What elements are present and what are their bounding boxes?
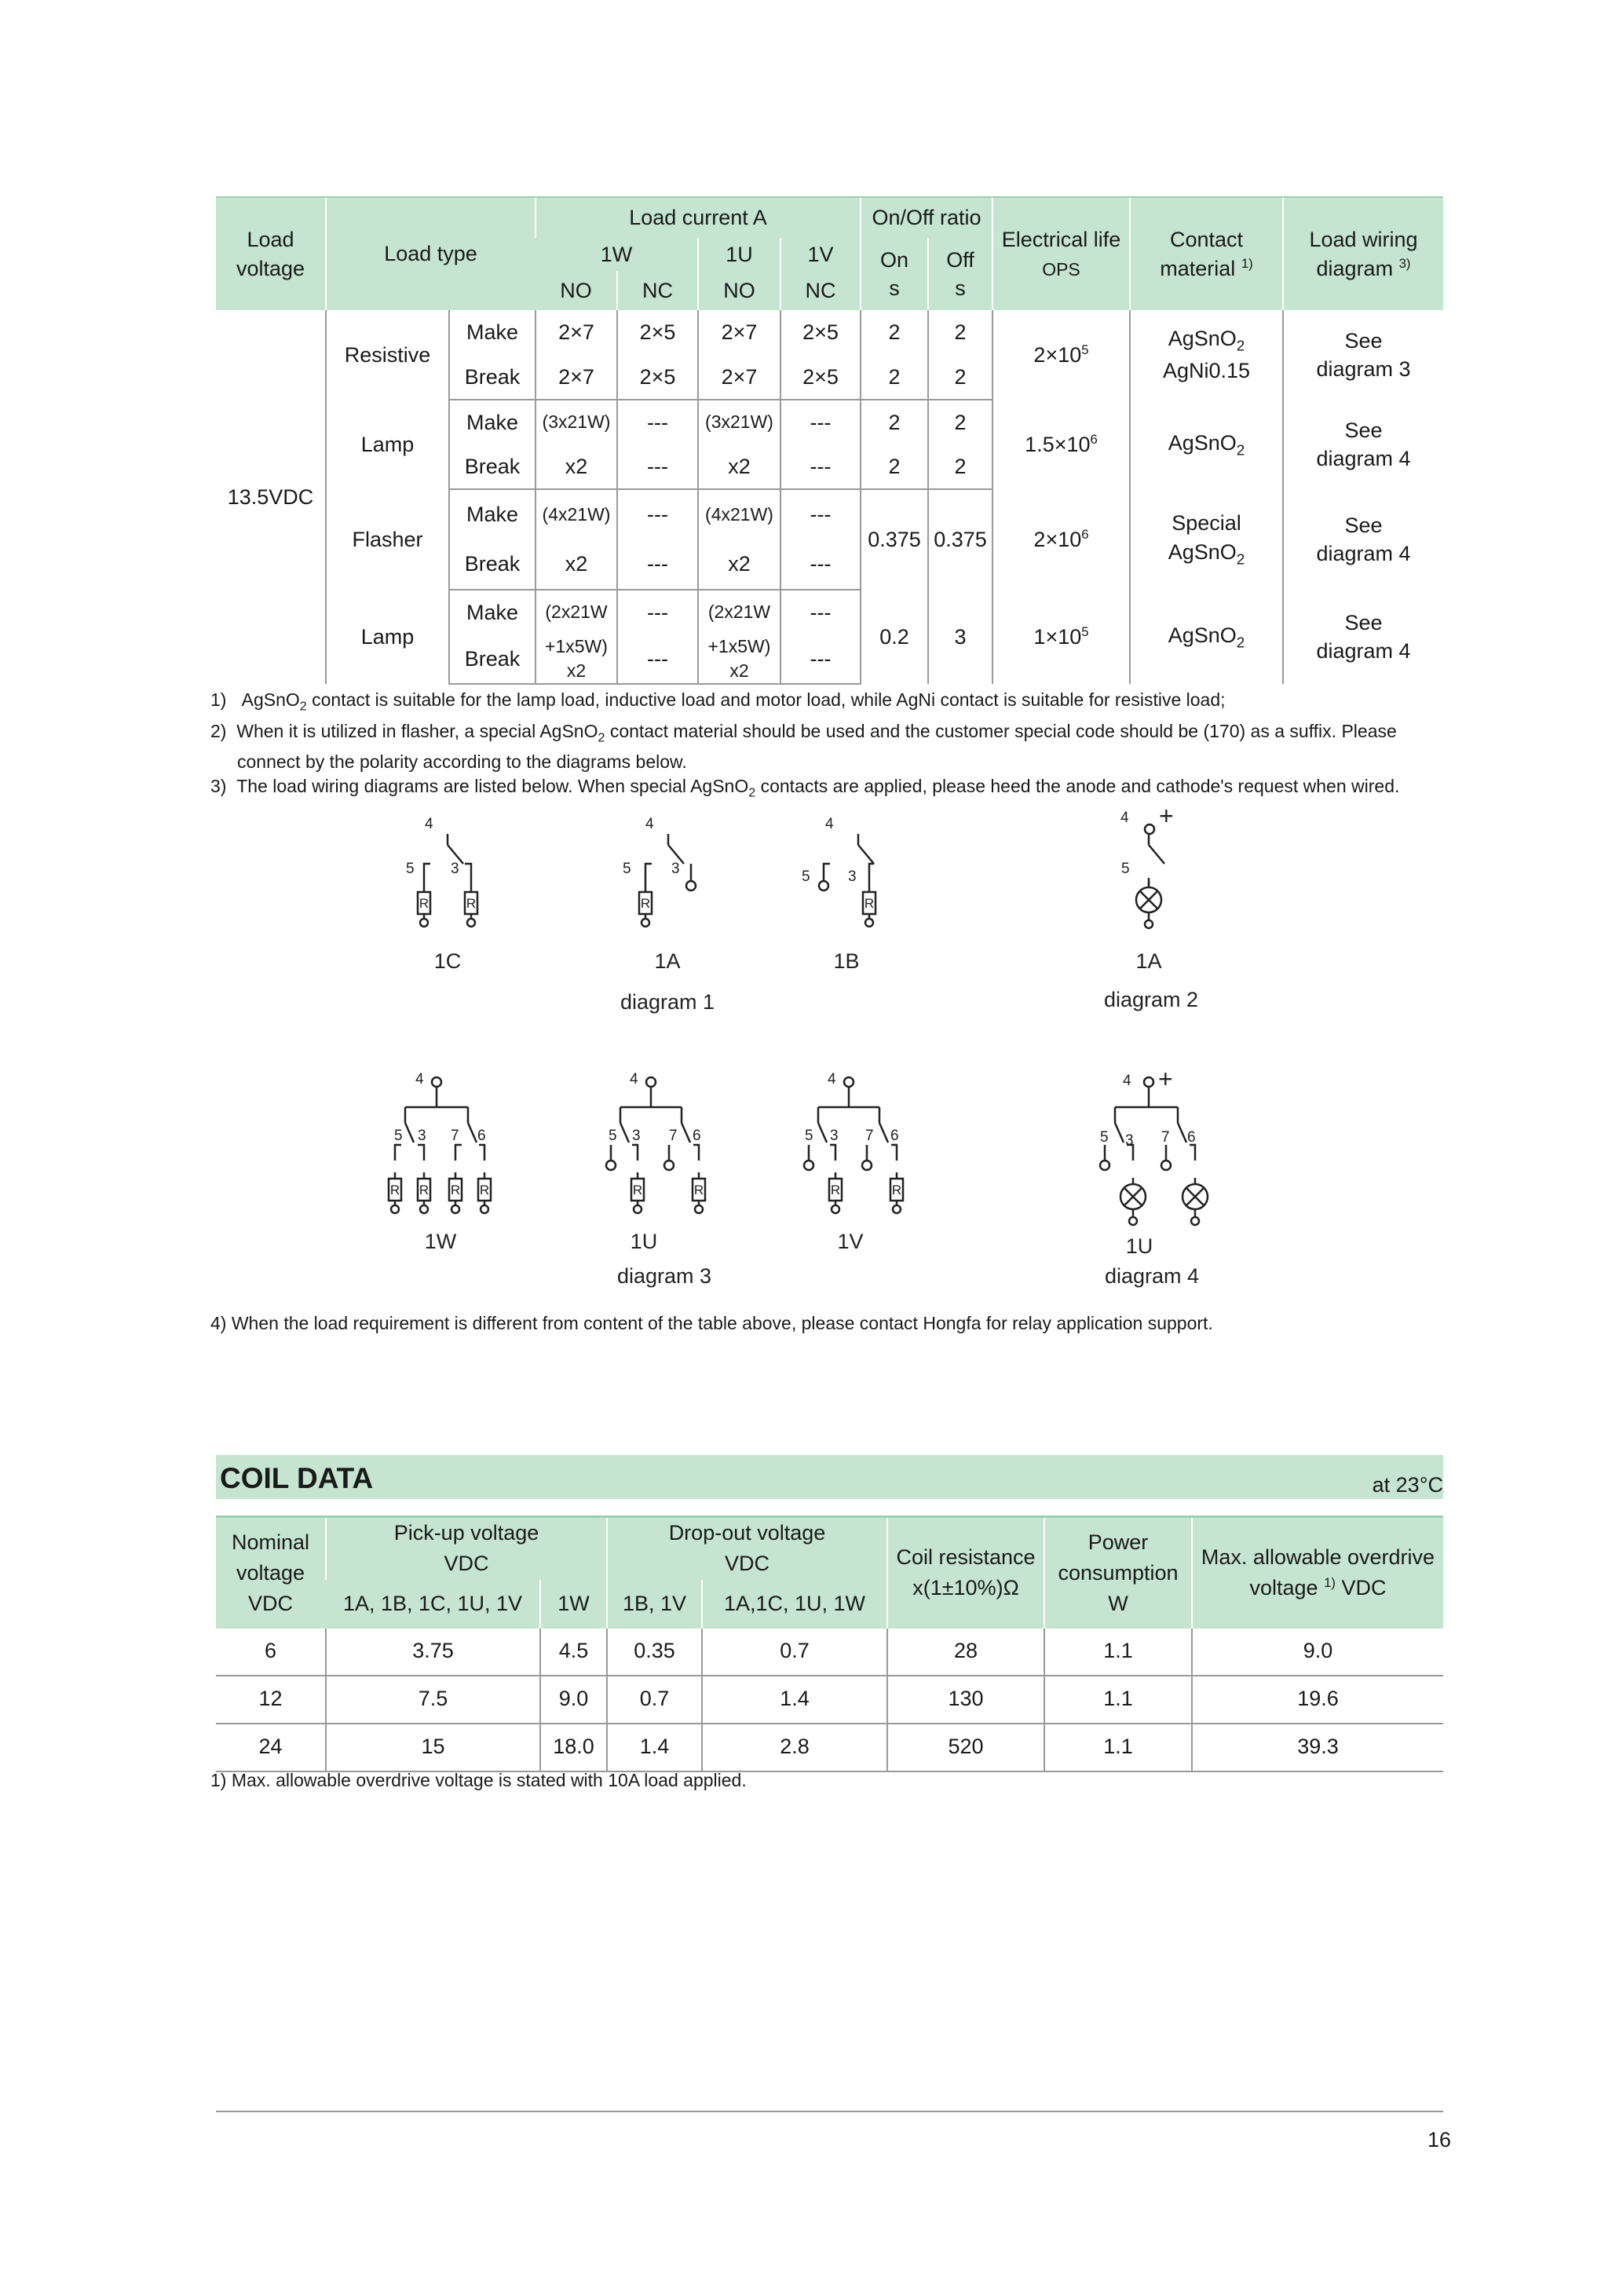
cell: 1.1 (1044, 1724, 1192, 1771)
break-label: Break (449, 634, 536, 684)
cell: --- (617, 400, 698, 444)
svg-text:4: 4 (1123, 1073, 1131, 1089)
cell: 6 (216, 1629, 326, 1676)
table-row (216, 1676, 1443, 1724)
make-label: Make (449, 489, 536, 539)
svg-text:5: 5 (406, 861, 415, 877)
cell: 2×7 (698, 310, 780, 355)
svg-text:R: R (450, 1183, 461, 1197)
header-onoff-ratio: On/Off ratio (861, 197, 992, 238)
cell: x2 (536, 444, 617, 489)
svg-text:7: 7 (669, 1128, 678, 1144)
cell: 2 (861, 310, 928, 355)
cell: 12 (216, 1676, 326, 1724)
load-wiring-cell: See diagram 4 (1283, 489, 1443, 590)
load-wiring-cell: See diagram 3 (1283, 310, 1443, 400)
cell: (3x21W) (536, 400, 617, 444)
diagram-title-4: diagram 4 (1104, 1264, 1200, 1288)
svg-text:6: 6 (1187, 1129, 1196, 1146)
header-dropout-a: 1B, 1V (607, 1580, 702, 1629)
diagram-title-2: diagram 2 (1103, 988, 1199, 1011)
svg-text:R: R (864, 896, 875, 911)
cell: --- (780, 539, 861, 590)
note-4: 4) When the load requirement is different from content of the table above, please contact Hongfa for relay application support. (210, 1313, 1213, 1333)
diagram-label-1w: 1W (424, 1230, 457, 1253)
cell: --- (617, 539, 698, 590)
contact-material-cell: Special AgSnO$_2$ (1130, 489, 1283, 590)
cell: 0.2 (861, 590, 928, 684)
cell: 24 (216, 1724, 326, 1771)
cell: x2 (698, 444, 780, 489)
svg-text:R: R (640, 896, 651, 911)
header-1v: 1V (780, 238, 861, 271)
svg-text:R: R (479, 1183, 490, 1197)
cell: 18.0 (540, 1724, 607, 1771)
note-2-cont: connect by the polarity according to the diagrams below. (237, 751, 687, 773)
cell: 15 (326, 1724, 540, 1771)
coil-data-bar (216, 1455, 1443, 1499)
load-type-lamp: Lamp (326, 400, 449, 489)
svg-text:5: 5 (623, 861, 631, 877)
cell: 2 (861, 444, 928, 489)
cell: 4.5 (540, 1629, 607, 1676)
cell: (2x21W (698, 590, 780, 634)
cell: 0.375 (928, 489, 992, 590)
cell: 2×5 (617, 310, 698, 355)
cell: 2 (928, 355, 992, 400)
make-label: Make (449, 310, 536, 355)
cell: 1.1 (1044, 1629, 1192, 1676)
note-1: 1) AgSnO$_2$ contact is suitable for the lamp load, inductive load and motor load, while AgNi contact is suitable for resistive load; (210, 689, 1226, 714)
svg-text:5: 5 (394, 1128, 403, 1144)
header-load-voltage: Load voltage (216, 197, 326, 310)
cell: --- (780, 444, 861, 489)
diagram-label-1a: 1A (654, 949, 681, 973)
cell: x2 (536, 539, 617, 590)
svg-text:R: R (419, 896, 430, 911)
cell: 39.3 (1192, 1724, 1443, 1771)
cell: 1.1 (1044, 1676, 1192, 1724)
plus-sign-2: + (1158, 1065, 1173, 1093)
break-label: Break (449, 444, 536, 489)
svg-text:R: R (693, 1183, 704, 1197)
svg-text:3: 3 (632, 1128, 641, 1144)
cell: 2×7 (536, 355, 617, 400)
break-label: Break (449, 539, 536, 590)
header-dropout-voltage: Drop-out voltage VDC (607, 1517, 887, 1580)
diagram-label-1u-2: 1U (1125, 1234, 1153, 1258)
diagram-title-3: diagram 3 (616, 1264, 712, 1288)
diagram-label-1u: 1U (630, 1230, 658, 1253)
cell: +1x5W) x2 (536, 634, 617, 684)
header-load-current: Load current A (536, 197, 861, 238)
cell: --- (780, 590, 861, 634)
header-1w-no: NO (536, 271, 617, 310)
svg-text:4: 4 (415, 1071, 424, 1088)
load-wiring-cell: See diagram 4 (1283, 400, 1443, 489)
svg-text:6: 6 (693, 1128, 701, 1144)
header-1u-no: NO (698, 271, 780, 310)
svg-text:3: 3 (451, 861, 459, 877)
cell: (4x21W) (698, 489, 780, 539)
header-1v-nc: NC (780, 271, 861, 310)
header-pickup-voltage: Pick-up voltage VDC (326, 1517, 607, 1580)
coil-table (216, 1515, 1443, 1772)
cell: --- (617, 590, 698, 634)
svg-text:R: R (891, 1183, 902, 1197)
svg-text:3: 3 (418, 1128, 426, 1144)
make-label: Make (449, 590, 536, 634)
note-3: 3) The load wiring diagrams are listed below. When special AgSnO$_2$ contacts are applied, please heed the anode and cathode's request when wired. (210, 776, 1400, 800)
svg-text:5: 5 (805, 1128, 813, 1144)
load-type-resistive: Resistive (326, 310, 449, 400)
svg-text:3: 3 (830, 1128, 839, 1144)
svg-text:4: 4 (828, 1071, 836, 1088)
cell: x2 (698, 539, 780, 590)
svg-text:7: 7 (451, 1128, 459, 1144)
svg-text:5: 5 (1121, 861, 1130, 877)
header-coil-resistance: Coil resistance x(1±10%)Ω (887, 1517, 1044, 1629)
coil-footnote: 1) Max. allowable overdrive voltage is stated with 10A load applied. (210, 1770, 747, 1790)
cell: 2 (928, 444, 992, 489)
svg-text:6: 6 (890, 1128, 899, 1144)
cell: 2 (928, 400, 992, 444)
cell: 2.8 (702, 1724, 887, 1771)
svg-text:4: 4 (425, 816, 433, 832)
table-row (216, 1629, 1443, 1676)
break-label: Break (449, 355, 536, 400)
svg-text:5: 5 (802, 868, 810, 885)
svg-text:R: R (632, 1183, 643, 1197)
header-pickup-b: 1W (540, 1580, 607, 1629)
cell: --- (617, 444, 698, 489)
cell: --- (780, 400, 861, 444)
load-type-lamp-2: Lamp (326, 590, 449, 684)
cell: --- (780, 634, 861, 684)
cell: 2×5 (780, 355, 861, 400)
cell: 2 (928, 310, 992, 355)
cell: 1.4 (702, 1676, 887, 1724)
electrical-life-cell: $1\times 10^5$ (992, 590, 1130, 684)
cell: 2×5 (617, 355, 698, 400)
cell: 0.375 (861, 489, 928, 590)
header-load-type: Load type (326, 197, 536, 310)
cell: 7.5 (326, 1676, 540, 1724)
cell: (3x21W) (698, 400, 780, 444)
cell: 3 (928, 590, 992, 684)
svg-text:6: 6 (477, 1128, 486, 1144)
cell: 19.6 (1192, 1676, 1443, 1724)
footer-rule (216, 2111, 1443, 2112)
header-load-wiring: Load wiring diagram $^{3)}$ (1283, 197, 1443, 310)
cell: 0.7 (607, 1676, 702, 1724)
svg-text:3: 3 (1125, 1132, 1134, 1149)
svg-text:3: 3 (671, 861, 680, 877)
cell: 2×5 (780, 310, 861, 355)
load-type-flasher: Flasher (326, 489, 449, 590)
cell: 2 (861, 355, 928, 400)
electrical-life-cell: $2\times 10^5$ (992, 310, 1130, 400)
load-voltage-cell: 13.5VDC (227, 484, 314, 509)
contact-material-cell: AgSnO$_2$ AgNi0.15 (1130, 310, 1283, 400)
plus-sign: + (1159, 802, 1174, 830)
cell: +1x5W) x2 (698, 634, 780, 684)
cell: 1.4 (607, 1724, 702, 1771)
diagram-label-1c: 1C (433, 949, 462, 973)
cell: 2×7 (698, 355, 780, 400)
header-1u: 1U (698, 238, 780, 271)
cell: (4x21W) (536, 489, 617, 539)
svg-text:4: 4 (825, 816, 834, 832)
contact-material-cell: AgSnO$_2$ (1130, 400, 1283, 489)
make-label: Make (449, 400, 536, 444)
cell: --- (617, 489, 698, 539)
cell: 0.35 (607, 1629, 702, 1676)
page-number: 16 (1427, 2128, 1452, 2152)
cell: (2x21W (536, 590, 617, 634)
svg-text:R: R (419, 1183, 430, 1197)
svg-text:4: 4 (645, 816, 654, 832)
header-nominal-voltage: Nominal voltage VDC (216, 1517, 326, 1629)
svg-text:3: 3 (848, 868, 857, 885)
svg-text:R: R (466, 896, 477, 911)
cell: 28 (887, 1629, 1044, 1676)
coil-data-temp: at 23°C (1372, 1473, 1443, 1497)
cell: 3.75 (326, 1629, 540, 1676)
cell: 130 (887, 1676, 1044, 1724)
svg-text:7: 7 (865, 1128, 874, 1144)
header-on: On s (861, 238, 928, 310)
cell: --- (617, 634, 698, 684)
diagram-label-1a-2: 1A (1135, 949, 1162, 973)
diagram-title-1: diagram 1 (620, 990, 715, 1014)
header-overdrive-voltage: Max. allowable overdrive voltage $^{1)}$ VDC (1192, 1517, 1443, 1629)
svg-text:R: R (830, 1183, 841, 1197)
cell: 2×7 (536, 310, 617, 355)
header-pickup-a: 1A, 1B, 1C, 1U, 1V (326, 1580, 540, 1629)
svg-text:5: 5 (609, 1128, 617, 1144)
cell: 9.0 (540, 1676, 607, 1724)
header-dropout-b: 1A,1C, 1U, 1W (702, 1580, 887, 1629)
header-1w: 1W (536, 238, 698, 271)
load-wiring-cell: See diagram 4 (1283, 590, 1443, 684)
cell: 520 (887, 1724, 1044, 1771)
electrical-life-cell: $1.5\times 10^6$ (992, 400, 1130, 489)
note-2: 2) When it is utilized in flasher, a special AgSnO$_2$ contact material should be used and the customer special code should be (170) as a suffix. Please (210, 720, 1397, 745)
svg-text:R: R (389, 1183, 400, 1197)
contact-material-cell: AgSnO$_2$ (1130, 590, 1283, 684)
svg-text:7: 7 (1161, 1129, 1170, 1146)
svg-text:4: 4 (630, 1071, 638, 1088)
cell: 0.7 (702, 1629, 887, 1676)
cell: --- (780, 489, 861, 539)
svg-text:5: 5 (1100, 1129, 1109, 1146)
header-1w-nc: NC (617, 271, 698, 310)
electrical-life-cell: $2\times 10^6$ (992, 489, 1130, 590)
header-electrical-life: Electrical life OPS (992, 197, 1130, 310)
header-off: Off s (928, 238, 992, 310)
diagram-label-1b: 1B (833, 949, 860, 973)
svg-text:4: 4 (1120, 810, 1129, 826)
table-row (216, 1724, 1443, 1771)
cell: 2 (861, 400, 928, 444)
header-contact-material: Contact material $^{1)}$ (1130, 197, 1283, 310)
diagram-label-1v: 1V (837, 1230, 864, 1253)
header-power-consumption: Power consumption W (1044, 1517, 1192, 1629)
cell: 9.0 (1192, 1629, 1443, 1676)
coil-data-title: COIL DATA (220, 1462, 374, 1494)
